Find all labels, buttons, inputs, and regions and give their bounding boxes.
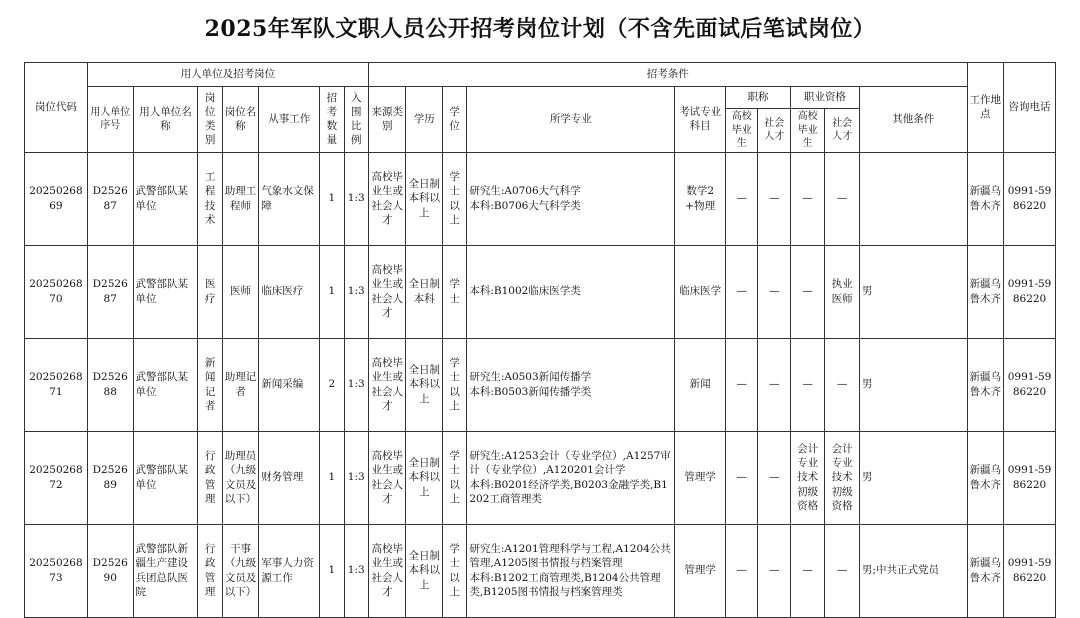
cell-degree: 学士以上 <box>442 431 466 524</box>
cell-title-grad: — <box>726 152 758 245</box>
cell-post-name: 干事（九级文员及以下） <box>222 524 259 617</box>
header-location: 工作地点 <box>967 63 1004 153</box>
cell-code: 2025026869 <box>25 152 88 245</box>
cell-post-category: 新闻记者 <box>198 338 222 431</box>
cell-code: 2025026872 <box>25 431 88 524</box>
header-other: 其他条件 <box>859 87 967 153</box>
header-post-name: 岗位名称 <box>222 87 259 153</box>
cell-post-category: 医疗 <box>198 245 222 338</box>
header-source: 来源类别 <box>368 87 406 153</box>
header-group-conditions: 招考条件 <box>368 63 967 87</box>
cell-count: 1 <box>320 524 344 617</box>
cell-post-category: 行政管理 <box>198 524 222 617</box>
cell-qual-grad: — <box>790 338 824 431</box>
cell-qual-social: 执业医师 <box>825 245 859 338</box>
page-title: 2025年军队文职人员公开招考岗位计划（不含先面试后笔试岗位） <box>204 16 876 42</box>
cell-exam-subject: 管理学 <box>675 524 726 617</box>
cell-unit-seq: D252690 <box>87 524 133 617</box>
table-row <box>25 152 1056 245</box>
cell-exam-subject: 数学2+物理 <box>675 152 726 245</box>
cell-unit-seq: D252687 <box>87 245 133 338</box>
cell-source: 高校毕业生或社会人才 <box>368 431 406 524</box>
cell-title-social: — <box>758 245 790 338</box>
cell-education: 全日制本科以上 <box>406 431 443 524</box>
header-exam-subject: 考试专业科目 <box>675 87 726 153</box>
cell-title-social: — <box>758 152 790 245</box>
cell-qual-social: 会计专业技术初级资格 <box>825 431 859 524</box>
cell-source: 高校毕业生或社会人才 <box>368 338 406 431</box>
cell-work: 财务管理 <box>259 431 320 524</box>
header-unit-seq: 用人单位序号 <box>87 87 133 153</box>
cell-unit-name: 武警部队新疆生产建设兵团总队医院 <box>133 524 198 617</box>
cell-work: 临床医疗 <box>259 245 320 338</box>
header-qual-grad: 高校毕业生 <box>790 109 824 153</box>
cell-other <box>859 152 967 245</box>
cell-title-social: — <box>758 431 790 524</box>
cell-ratio: 1:3 <box>344 245 368 338</box>
cell-post-category: 行政管理 <box>198 431 222 524</box>
table-row <box>25 245 1056 338</box>
header-group-employer: 用人单位及招考岗位 <box>87 63 368 87</box>
cell-work: 军事人力资源工作 <box>259 524 320 617</box>
cell-unit-seq: D252688 <box>87 338 133 431</box>
cell-degree: 学士 <box>442 245 466 338</box>
cell-title-grad: — <box>726 524 758 617</box>
cell-qual-grad: — <box>790 152 824 245</box>
cell-source: 高校毕业生或社会人才 <box>368 524 406 617</box>
header-education: 学历 <box>406 87 443 153</box>
table-row <box>25 338 1056 431</box>
cell-phone: 0991-5986220 <box>1004 245 1056 338</box>
cell-qual-grad: — <box>790 524 824 617</box>
cell-location: 新疆乌鲁木齐 <box>967 245 1004 338</box>
cell-degree: 学士以上 <box>442 338 466 431</box>
cell-qual-grad: 会计专业技术初级资格 <box>790 431 824 524</box>
cell-other: 男 <box>859 431 967 524</box>
cell-education: 全日制本科 <box>406 245 443 338</box>
cell-location: 新疆乌鲁木齐 <box>967 431 1004 524</box>
cell-count: 2 <box>320 338 344 431</box>
cell-unit-name: 武警部队某单位 <box>133 338 198 431</box>
cell-qual-social: — <box>825 524 859 617</box>
cell-source: 高校毕业生或社会人才 <box>368 152 406 245</box>
cell-location: 新疆乌鲁木齐 <box>967 524 1004 617</box>
cell-qual-social: — <box>825 152 859 245</box>
table-row <box>25 431 1056 524</box>
cell-unit-seq: D252687 <box>87 152 133 245</box>
cell-phone: 0991-5986220 <box>1004 152 1056 245</box>
header-count: 招考数量 <box>320 87 344 153</box>
cell-source: 高校毕业生或社会人才 <box>368 245 406 338</box>
header-ratio: 入围比例 <box>344 87 368 153</box>
cell-qual-grad: — <box>790 245 824 338</box>
cell-unit-name: 武警部队某单位 <box>133 152 198 245</box>
cell-qual-social: — <box>825 338 859 431</box>
cell-title-social: — <box>758 338 790 431</box>
cell-title-grad: — <box>726 245 758 338</box>
cell-code: 2025026873 <box>25 524 88 617</box>
cell-post-name: 助理记者 <box>222 338 259 431</box>
cell-post-category: 工程技术 <box>198 152 222 245</box>
cell-degree: 学士以上 <box>442 524 466 617</box>
cell-unit-name: 武警部队某单位 <box>133 431 198 524</box>
header-post-category: 岗位类别 <box>198 87 222 153</box>
cell-unit-name: 武警部队某单位 <box>133 245 198 338</box>
cell-ratio: 1:3 <box>344 338 368 431</box>
table-row <box>25 524 1056 617</box>
cell-ratio: 1:3 <box>344 152 368 245</box>
header-major: 所学专业 <box>467 87 675 153</box>
cell-work: 新闻采编 <box>259 338 320 431</box>
cell-other: 男 <box>859 338 967 431</box>
cell-degree: 学士以上 <box>442 152 466 245</box>
header-degree: 学位 <box>442 87 466 153</box>
cell-major: 研究生:A1253会计（专业学位）,A1257审计（专业学位）,A120201会计学 本科:B0201经济学类,B0203金融学类,B1202工商管理类 <box>467 431 675 524</box>
cell-major: 本科:B1002临床医学类 <box>467 245 675 338</box>
cell-title-grad: — <box>726 338 758 431</box>
header-qual-social: 社会人才 <box>825 109 859 153</box>
cell-ratio: 1:3 <box>344 524 368 617</box>
header-work: 从事工作 <box>259 87 320 153</box>
cell-count: 1 <box>320 245 344 338</box>
cell-unit-seq: D252689 <box>87 431 133 524</box>
cell-exam-subject: 管理学 <box>675 431 726 524</box>
cell-title-grad: — <box>726 431 758 524</box>
cell-exam-subject: 临床医学 <box>675 245 726 338</box>
cell-post-name: 助理工程师 <box>222 152 259 245</box>
header-phone: 咨询电话 <box>1004 63 1056 153</box>
cell-code: 2025026871 <box>25 338 88 431</box>
cell-exam-subject: 新闻 <box>675 338 726 431</box>
cell-code: 2025026870 <box>25 245 88 338</box>
cell-count: 1 <box>320 152 344 245</box>
cell-other: 男;中共正式党员 <box>859 524 967 617</box>
cell-phone: 0991-5986220 <box>1004 524 1056 617</box>
header-title-social: 社会人才 <box>758 109 790 153</box>
cell-count: 1 <box>320 431 344 524</box>
cell-education: 全日制本科以上 <box>406 338 443 431</box>
cell-ratio: 1:3 <box>344 431 368 524</box>
cell-work: 气象水文保障 <box>259 152 320 245</box>
cell-major: 研究生:A0706大气科学 本科:B0706大气科学类 <box>467 152 675 245</box>
cell-phone: 0991-5986220 <box>1004 431 1056 524</box>
cell-education: 全日制本科以上 <box>406 152 443 245</box>
cell-phone: 0991-5986220 <box>1004 338 1056 431</box>
header-title-grad: 高校毕业生 <box>726 109 758 153</box>
cell-post-name: 医师 <box>222 245 259 338</box>
header-title-group: 职称 <box>726 87 791 109</box>
header-code: 岗位代码 <box>25 63 88 153</box>
cell-post-name: 助理员（九级文员及以下） <box>222 431 259 524</box>
cell-education: 全日制本科以上 <box>406 524 443 617</box>
cell-location: 新疆乌鲁木齐 <box>967 338 1004 431</box>
cell-other: 男 <box>859 245 967 338</box>
cell-major: 研究生:A0503新闻传播学 本科:B0503新闻传播学类 <box>467 338 675 431</box>
header-unit-name: 用人单位名称 <box>133 87 198 153</box>
recruitment-table <box>24 62 1056 618</box>
cell-location: 新疆乌鲁木齐 <box>967 152 1004 245</box>
cell-title-social: — <box>758 524 790 617</box>
cell-major: 研究生:A1201管理科学与工程,A1204公共管理,A1205图书情报与档案管理 本科:B1202工商管理类,B1204公共管理类,B1205图书情报与档案管理类 <box>467 524 675 617</box>
header-qual-group: 职业资格 <box>790 87 859 109</box>
